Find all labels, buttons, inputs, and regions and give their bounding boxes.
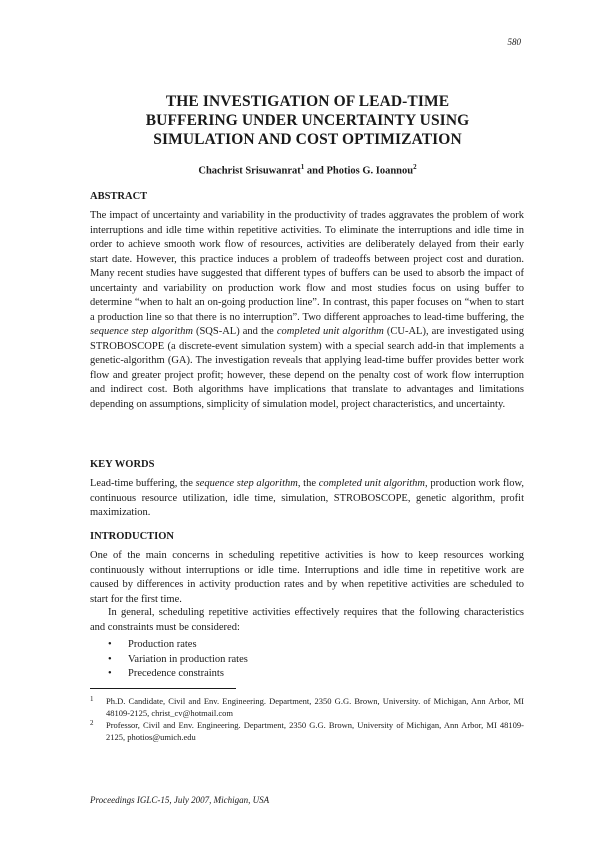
text-segment-italic: sequence step algorithm: [195, 478, 298, 489]
footnote-mark: 2: [413, 163, 417, 171]
paper-title: [90, 92, 525, 149]
author-name: Photios G. Ioannou: [326, 165, 414, 177]
proceedings-footer: Proceedings IGLC-15, July 2007, Michigan, USA: [90, 795, 270, 805]
footnote-divider: [90, 688, 236, 689]
footnote: [90, 695, 524, 719]
text-segment: (SQS-AL) and the: [192, 326, 277, 337]
author-name: Chachrist Srisuwanrat: [198, 165, 301, 177]
abstract-heading: ABSTRACT: [90, 191, 148, 202]
constraints-list: [108, 638, 248, 682]
footnote-text: Ph.D. Candidate, Civil and Env. Engineering. Department, 2350 G.G. Brown, University. of Michigan, Ann Arbor, MI 48109-2125, christ_cv@hotmail.com: [106, 696, 524, 718]
list-item: • Precedence constraints: [108, 667, 248, 682]
list-item: • Production rates: [108, 638, 248, 653]
footnote-text: Professor, Civil and Env. Engineering. Department, 2350 G.G. Brown, University of Michigan, Ann Arbor, MI 48109-2125, photios@umich.edu: [106, 720, 524, 742]
text-segment: The impact of uncertainty and variability in the productivity of trades aggravates the problem of work interruptions and idle time within repetitive activities. To eliminate the interruptions and idle time in order to achieve smooth work flow of resources, activities are deliberately delayed from their early start date. However, this practice induces a problem of tradeoffs between project cost and duration. Many recent studies have suggested that different types of buffers can be used to absorb the impact of uncertainty and variability on production work flow and most studies focus on using buffer to determine “when to halt an on-going production line”. In contrast, this paper focuses on “when to start a production line so that there is no interruption”. Two different approaches to lead-time buffering, the: [90, 210, 524, 323]
text-segment-italic: sequence step algorithm: [90, 326, 193, 337]
text-segment-italic: completed unit algorithm: [276, 326, 384, 337]
footnote-number: 1: [90, 695, 94, 703]
list-item: • Variation in production rates: [108, 653, 248, 668]
text-segment-italic: completed unit algorithm: [318, 478, 426, 489]
intro-paragraph: In general, scheduling repetitive activities effectively requires that the following characteristics and constraints must be considered:: [90, 607, 524, 633]
text-segment: (CU-AL), are investigated using STROBOSCOPE (a discrete-event simulation system) with a special search add-in that implements a genetic-algorithm (GA). The investigation reveals that applying lead-time buffer provides better work flow and greater project profit; however, these depend on the penalty cost of work flow interruption and indirect cost. Both algorithms have implications that translate to advantages and limitations depending on assumptions, simplicity of simulation model, project characteristics, and uncertainty.: [90, 326, 525, 410]
title-line: BUFFERING UNDER UNCERTAINTY USING: [145, 112, 470, 129]
text-segment: , production work flow, continuous resource utilization, idle time, simulation, STROBOSCOPE, genetic algorithm, profit maximization.: [90, 478, 525, 518]
abstract-text: [90, 209, 524, 412]
text-segment: Lead-time buffering, the: [90, 478, 196, 489]
keywords-text: [90, 477, 524, 521]
author-joiner: and: [304, 165, 327, 177]
page-number: 580: [507, 37, 521, 47]
keywords-heading: KEY WORDS: [90, 459, 155, 470]
title-line: THE INVESTIGATION OF LEAD-TIME: [165, 93, 450, 110]
author-line: [90, 163, 525, 177]
title-line: SIMULATION AND COST OPTIMIZATION: [153, 131, 462, 148]
footnote-number: 2: [90, 719, 94, 727]
footnote-mark: 1: [300, 163, 305, 171]
text-segment: , the: [297, 478, 319, 489]
footnote: [90, 719, 524, 743]
introduction-heading: INTRODUCTION: [90, 531, 175, 542]
intro-paragraph: One of the main concerns in scheduling repetitive activities is how to keep resources working continuously without interruptions or idle time. Interruptions and idle time in repetitive work are caused by differences in activity production rates and by when repetitive activities are scheduled to start for the first time.: [90, 550, 524, 605]
